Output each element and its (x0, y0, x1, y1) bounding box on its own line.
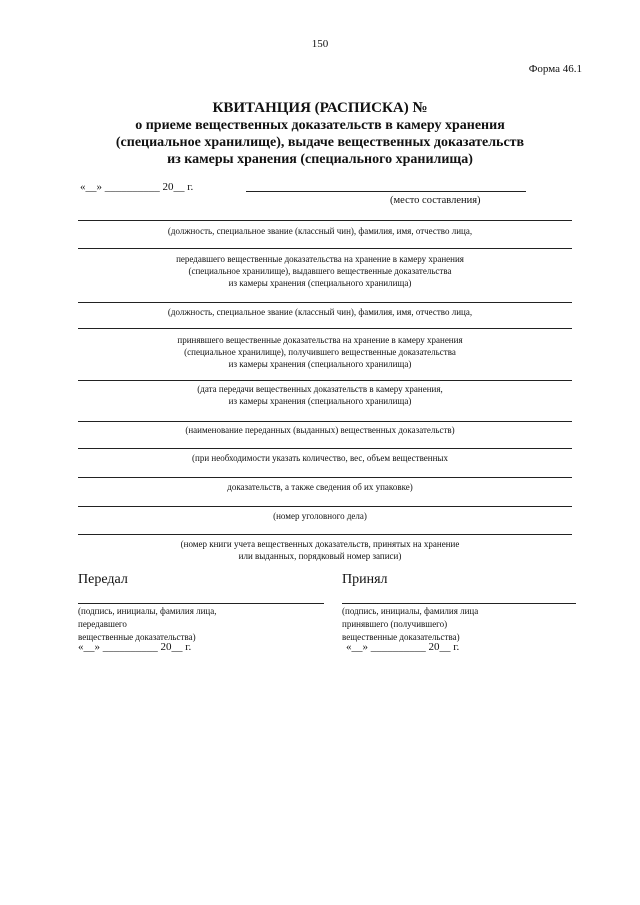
caption-transfer-date-2: из камеры хранения (специального хранилища) (228, 396, 412, 406)
field-line[interactable] (78, 248, 572, 249)
title-line-2: о приеме вещественных доказательств в камеру хранения (135, 118, 505, 133)
handed-caption-1: (подпись, инициалы, фамилия лица, (78, 606, 217, 616)
document-title (0, 100, 640, 168)
caption-transferor-2: (специальное хранилище), выдавшего вещественные доказательства (188, 266, 452, 276)
field-line[interactable] (78, 421, 572, 422)
field-line[interactable] (78, 448, 572, 449)
caption-evidence-name: (наименование переданных (выданных) вещественных доказательств) (185, 425, 455, 435)
caption-book-number-1: (номер книги учета вещественных доказательств, принятых на хранение (180, 539, 460, 549)
title-line-4: из камеры хранения (специального хранилища) (167, 152, 473, 167)
field-line[interactable] (78, 477, 572, 478)
received-signature-line[interactable] (342, 603, 576, 604)
caption-receiver-3: из камеры хранения (специального хранилища) (228, 359, 412, 369)
field-line[interactable] (78, 506, 572, 507)
caption-packaging: доказательств, а также сведения об их упаковке) (227, 482, 413, 492)
field-line[interactable] (78, 534, 572, 535)
handed-date-field[interactable]: «__» __________ 20__ г. (78, 641, 192, 653)
form-label: Форма 46.1 (528, 63, 582, 75)
caption-receiver-position: (должность, специальное звание (классный чин), фамилия, имя, отчество лица, (167, 307, 473, 317)
received-caption-2: принявшего (получившего) (342, 619, 448, 629)
received-heading: Принял (342, 572, 388, 587)
handed-caption-3: вещественные доказательства) (78, 632, 196, 642)
field-line[interactable] (78, 302, 572, 303)
place-line[interactable] (246, 191, 526, 192)
received-caption-1: (подпись, инициалы, фамилия лица (342, 606, 479, 616)
caption-quantity: (при необходимости указать количество, вес, объем вещественных (192, 453, 448, 463)
caption-receiver-1: принявшего вещественные доказательства на хранение в камеру хранения (177, 335, 463, 345)
title-line-1: КВИТАНЦИЯ (РАСПИСКА) № (212, 100, 428, 116)
handed-sign-caption (78, 605, 216, 644)
handed-heading: Передал (78, 572, 128, 587)
title-line-3: (специальное хранилище), выдаче вещественных доказательств (115, 135, 525, 150)
date-field[interactable]: «__» __________ 20__ г. (80, 181, 194, 193)
handed-signature-line[interactable] (78, 603, 324, 604)
caption-transfer-date-1: (дата передачи вещественных доказательств в камеру хранения, (197, 384, 443, 394)
caption-transferor-3: из камеры хранения (специального хранилища) (228, 278, 412, 288)
page-number: 150 (311, 38, 329, 50)
caption-transferor-position: (должность, специальное звание (классный чин), фамилия, имя, отчество лица, (167, 226, 473, 236)
place-caption: (место составления) (390, 195, 481, 206)
field-line[interactable] (78, 380, 572, 381)
received-sign-caption (342, 605, 478, 644)
field-line[interactable] (78, 220, 572, 221)
caption-receiver-2: (специальное хранилище), получившего вещественные доказательства (184, 347, 456, 357)
caption-case-number: (номер уголовного дела) (273, 511, 367, 521)
caption-book-number-2: или выданных, порядковый номер записи) (238, 551, 402, 561)
caption-transferor-1: передавшего вещественные доказательства на хранение в камеру хранения (176, 254, 464, 264)
handed-caption-2: передавшего (78, 619, 127, 629)
received-caption-3: вещественные доказательства) (342, 632, 460, 642)
field-line[interactable] (78, 328, 572, 329)
received-date-field[interactable]: «__» __________ 20__ г. (346, 641, 460, 653)
